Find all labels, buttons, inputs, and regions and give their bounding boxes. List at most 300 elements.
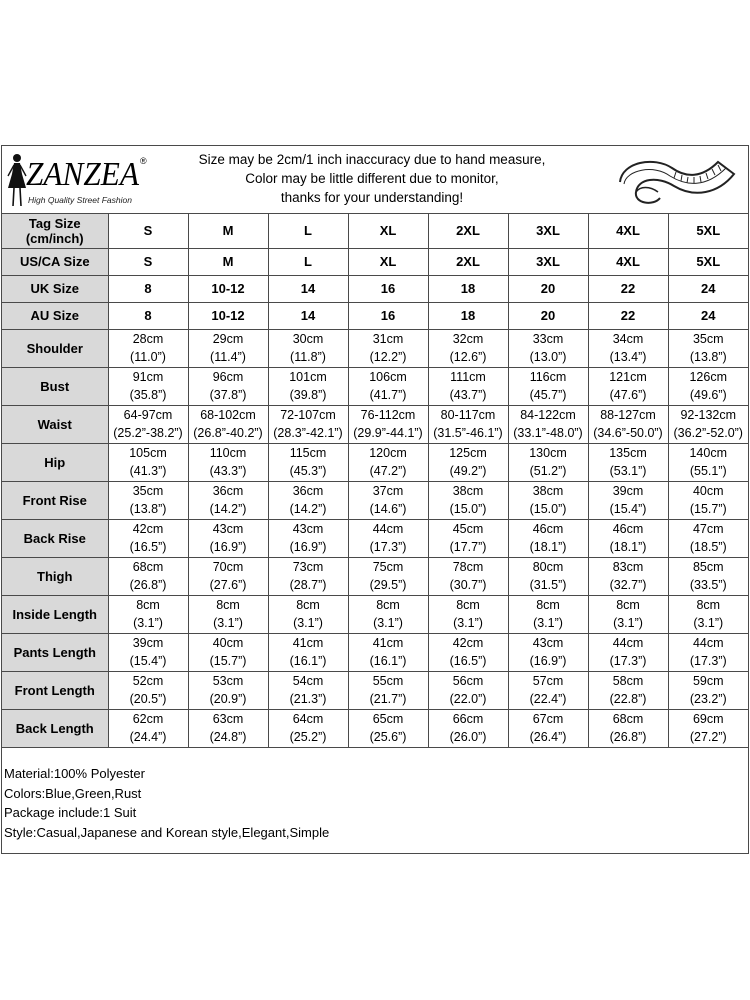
measure-inch: (24.4”) bbox=[129, 730, 167, 744]
size-cell: 4XL bbox=[588, 248, 668, 275]
size-cell: 18 bbox=[428, 275, 508, 302]
measure-cm: 39cm bbox=[132, 636, 164, 650]
measure-cell bbox=[508, 671, 588, 709]
measure-inch: (36.2”-52.0”) bbox=[673, 426, 743, 440]
measure-cm: 37cm bbox=[372, 484, 404, 498]
measure-cell bbox=[588, 671, 668, 709]
measure-inch: (12.6”) bbox=[449, 350, 487, 364]
size-cell: S bbox=[108, 214, 188, 248]
measure-cm: 78cm bbox=[452, 560, 484, 574]
measure-cm: 62cm bbox=[132, 712, 164, 726]
measure-inch: (15.7”) bbox=[689, 502, 727, 516]
measure-cell bbox=[508, 519, 588, 557]
size-cell: 14 bbox=[268, 275, 348, 302]
measure-cell bbox=[108, 481, 188, 519]
measure-inch: (20.9”) bbox=[209, 692, 247, 706]
measure-inch: (30.7”) bbox=[449, 578, 487, 592]
measure-cm: 33cm bbox=[532, 332, 564, 346]
measure-inch: (25.2”) bbox=[289, 730, 327, 744]
row-label: Inside Length bbox=[2, 595, 108, 633]
measure-cm: 115cm bbox=[289, 446, 327, 460]
brand-tagline: High Quality Street Fashion bbox=[28, 195, 132, 205]
measure-cell bbox=[108, 671, 188, 709]
table-row bbox=[2, 557, 748, 595]
row-label: Back Length bbox=[2, 709, 108, 747]
measure-inch: (14.2”) bbox=[209, 502, 247, 516]
measure-cell bbox=[108, 367, 188, 405]
measure-cm: 91cm bbox=[132, 370, 164, 384]
size-cell: 3XL bbox=[508, 248, 588, 275]
measure-cm: 44cm bbox=[692, 636, 724, 650]
size-cell: 16 bbox=[348, 275, 428, 302]
measure-inch: (16.9”) bbox=[209, 540, 247, 554]
measure-inch: (17.3”) bbox=[609, 654, 647, 668]
measuring-tape-icon bbox=[614, 148, 738, 212]
table-row bbox=[2, 367, 748, 405]
measure-cell bbox=[188, 405, 268, 443]
measure-inch: (15.7”) bbox=[209, 654, 247, 668]
measure-inch: (25.2”-38.2”) bbox=[113, 426, 183, 440]
measure-inch: (3.1”) bbox=[533, 616, 563, 630]
measure-cm: 96cm bbox=[212, 370, 244, 384]
table-row bbox=[2, 519, 748, 557]
measure-cm: 88-127cm bbox=[600, 408, 656, 422]
table-row bbox=[2, 443, 748, 481]
measure-cm: 8cm bbox=[296, 598, 320, 612]
measure-cm: 32cm bbox=[452, 332, 484, 346]
measure-cm: 42cm bbox=[132, 522, 164, 536]
brand-logo bbox=[6, 152, 156, 208]
measure-inch: (33.1”-48.0”) bbox=[513, 426, 583, 440]
table-row bbox=[2, 275, 748, 302]
measure-cell bbox=[108, 633, 188, 671]
size-cell: L bbox=[268, 214, 348, 248]
measure-cell bbox=[668, 519, 748, 557]
measure-cm: 44cm bbox=[612, 636, 644, 650]
measure-cm: 39cm bbox=[612, 484, 644, 498]
measure-cm: 8cm bbox=[216, 598, 240, 612]
measure-inch: (13.4”) bbox=[609, 350, 647, 364]
measure-cell bbox=[428, 405, 508, 443]
measure-cm: 53cm bbox=[212, 674, 244, 688]
measure-cm: 63cm bbox=[212, 712, 244, 726]
size-cell: 22 bbox=[588, 275, 668, 302]
measure-cm: 41cm bbox=[292, 636, 324, 650]
measure-cm: 105cm bbox=[129, 446, 167, 460]
measure-inch: (17.7”) bbox=[449, 540, 487, 554]
size-cell: XL bbox=[348, 248, 428, 275]
size-cell: 20 bbox=[508, 302, 588, 329]
measure-cell bbox=[588, 633, 668, 671]
measure-cell bbox=[108, 709, 188, 747]
size-cell: 14 bbox=[268, 302, 348, 329]
measure-cell bbox=[508, 557, 588, 595]
measure-cell bbox=[348, 709, 428, 747]
measure-cell bbox=[588, 595, 668, 633]
row-label: Front Rise bbox=[2, 481, 108, 519]
measure-cell bbox=[588, 557, 668, 595]
measure-cm: 125cm bbox=[449, 446, 487, 460]
measure-cm: 111cm bbox=[450, 370, 486, 384]
measure-cell bbox=[188, 557, 268, 595]
measure-inch: (35.8”) bbox=[129, 388, 167, 402]
measure-cm: 28cm bbox=[132, 332, 164, 346]
measure-cm: 68cm bbox=[612, 712, 644, 726]
measure-inch: (14.6”) bbox=[369, 502, 407, 516]
measure-cell bbox=[108, 329, 188, 367]
product-details bbox=[4, 764, 329, 842]
measure-cm: 8cm bbox=[696, 598, 721, 612]
measure-inch: (23.2”) bbox=[689, 692, 727, 706]
measure-cell bbox=[508, 595, 588, 633]
measure-cm: 38cm bbox=[532, 484, 564, 498]
measure-cell bbox=[188, 519, 268, 557]
measure-cm: 66cm bbox=[452, 712, 484, 726]
row-label: Front Length bbox=[2, 671, 108, 709]
measure-cm: 43cm bbox=[292, 522, 324, 536]
measure-inch: (18.1”) bbox=[529, 540, 567, 554]
row-label: Shoulder bbox=[2, 329, 108, 367]
table-row bbox=[2, 709, 748, 747]
measure-cell bbox=[508, 405, 588, 443]
measure-inch: (15.4”) bbox=[129, 654, 167, 668]
measure-cell bbox=[668, 709, 748, 747]
row-label: AU Size bbox=[2, 302, 108, 329]
table-row bbox=[2, 405, 748, 443]
measure-inch: (24.8”) bbox=[209, 730, 247, 744]
measure-cell bbox=[348, 671, 428, 709]
measure-cell bbox=[188, 709, 268, 747]
measure-cm: 80-117cm bbox=[440, 408, 496, 422]
measure-cell bbox=[428, 671, 508, 709]
measure-cm: 130cm bbox=[529, 446, 567, 460]
notice-line: thanks for your understanding! bbox=[280, 190, 464, 205]
row-label: Back Rise bbox=[2, 519, 108, 557]
measure-cm: 83cm bbox=[612, 560, 644, 574]
measure-inch: (11.8”) bbox=[290, 350, 326, 364]
measure-cell bbox=[508, 481, 588, 519]
measure-inch: (3.1”) bbox=[373, 616, 403, 630]
row-label: Pants Length bbox=[2, 633, 108, 671]
measure-cm: 106cm bbox=[369, 370, 407, 384]
measure-inch: (39.8”) bbox=[289, 388, 327, 402]
size-chart bbox=[1, 145, 749, 854]
measure-cell bbox=[588, 405, 668, 443]
measure-cell bbox=[348, 443, 428, 481]
measure-inch: (3.1”) bbox=[213, 616, 243, 630]
measure-cell bbox=[428, 595, 508, 633]
colors-text: Colors:Blue,Green,Rust bbox=[4, 785, 142, 801]
measure-cell bbox=[508, 633, 588, 671]
measure-cell bbox=[428, 557, 508, 595]
measure-cell bbox=[108, 557, 188, 595]
table-row bbox=[2, 214, 748, 248]
row-label: Thigh bbox=[2, 557, 108, 595]
measure-inch: (43.3”) bbox=[209, 464, 247, 478]
size-cell: M bbox=[188, 248, 268, 275]
size-cell: 4XL bbox=[588, 214, 668, 248]
measure-inch: (16.9”) bbox=[529, 654, 567, 668]
measure-cell bbox=[108, 405, 188, 443]
measure-cell bbox=[268, 519, 348, 557]
measure-cell bbox=[588, 443, 668, 481]
measure-inch: (18.1”) bbox=[609, 540, 647, 554]
size-cell: 16 bbox=[348, 302, 428, 329]
measure-cm: 55cm bbox=[372, 674, 404, 688]
measure-inch: (27.2”) bbox=[689, 730, 727, 744]
size-cell: 22 bbox=[588, 302, 668, 329]
measure-cell bbox=[428, 443, 508, 481]
size-cell: 2XL bbox=[428, 248, 508, 275]
size-cell: 8 bbox=[108, 302, 188, 329]
measure-cm: 76-112cm bbox=[360, 408, 416, 422]
measure-cell bbox=[108, 519, 188, 557]
measure-inch: (3.1”) bbox=[693, 616, 724, 630]
measure-cm: 64cm bbox=[292, 712, 324, 726]
measure-cm: 52cm bbox=[132, 674, 164, 688]
measure-cm: 42cm bbox=[452, 636, 484, 650]
measure-inch: (16.1”) bbox=[369, 654, 407, 668]
measure-cm: 101cm bbox=[289, 370, 327, 384]
measure-cell bbox=[268, 405, 348, 443]
measure-inch: (31.5”-46.1”) bbox=[433, 426, 503, 440]
measure-cm: 110cm bbox=[209, 446, 247, 460]
measure-inch: (26.8”-40.2”) bbox=[193, 426, 263, 440]
measure-cell bbox=[668, 443, 748, 481]
measure-cell bbox=[108, 595, 188, 633]
row-label: UK Size bbox=[2, 275, 108, 302]
measure-cell bbox=[428, 633, 508, 671]
measure-cm: 75cm bbox=[372, 560, 404, 574]
size-cell: S bbox=[108, 248, 188, 275]
measure-cm: 116cm bbox=[529, 370, 567, 384]
measure-cell bbox=[668, 329, 748, 367]
measure-cell bbox=[268, 671, 348, 709]
measure-cm: 65cm bbox=[372, 712, 404, 726]
measure-cm: 69cm bbox=[692, 712, 724, 726]
measure-cm: 46cm bbox=[532, 522, 564, 536]
measure-inch: (20.5”) bbox=[129, 692, 167, 706]
measure-cm: 72-107cm bbox=[280, 408, 336, 422]
measure-inch: (45.3”) bbox=[289, 464, 327, 478]
row-label: Bust bbox=[2, 367, 108, 405]
measure-inch: (16.1”) bbox=[289, 654, 327, 668]
measure-cell bbox=[268, 367, 348, 405]
measure-cell bbox=[348, 329, 428, 367]
measure-inch: (37.8”) bbox=[209, 388, 247, 402]
measure-cm: 8cm bbox=[376, 598, 400, 612]
measure-cell bbox=[268, 595, 348, 633]
size-cell: M bbox=[188, 214, 268, 248]
size-cell: 18 bbox=[428, 302, 508, 329]
measure-inch: (41.7”) bbox=[369, 388, 407, 402]
table-row bbox=[2, 329, 748, 367]
measure-cell bbox=[188, 633, 268, 671]
measure-inch: (3.1”) bbox=[613, 616, 643, 630]
measure-cm: 43cm bbox=[212, 522, 244, 536]
measure-cm: 57cm bbox=[532, 674, 564, 688]
measure-cell bbox=[268, 329, 348, 367]
notice-line: Color may be little different due to monitor, bbox=[245, 171, 499, 186]
measure-cell bbox=[268, 557, 348, 595]
measure-cell bbox=[508, 443, 588, 481]
measure-cm: 80cm bbox=[532, 560, 564, 574]
size-table bbox=[2, 214, 748, 748]
measure-cell bbox=[428, 481, 508, 519]
measure-cell bbox=[348, 557, 428, 595]
measure-inch: (33.5”) bbox=[689, 578, 727, 592]
measure-cell bbox=[348, 633, 428, 671]
measure-cm: 84-122cm bbox=[520, 408, 576, 422]
measure-cell bbox=[108, 443, 188, 481]
measure-inch: (18.5”) bbox=[689, 540, 727, 554]
measure-inch: (47.6”) bbox=[609, 388, 647, 402]
measure-inch: (27.6”) bbox=[209, 578, 247, 592]
measure-inch: (17.3”) bbox=[369, 540, 407, 554]
measure-cell bbox=[428, 519, 508, 557]
measure-inch: (12.2”) bbox=[369, 350, 407, 364]
table-row bbox=[2, 671, 748, 709]
measure-cm: 41cm bbox=[372, 636, 404, 650]
measure-cm: 85cm bbox=[692, 560, 724, 574]
measure-cell bbox=[588, 519, 668, 557]
measure-cm: 35cm bbox=[132, 484, 164, 498]
measure-cell bbox=[268, 709, 348, 747]
measure-inch: (13.8”) bbox=[129, 502, 167, 516]
measure-cell bbox=[508, 367, 588, 405]
measure-cm: 8cm bbox=[456, 598, 480, 612]
measure-cell bbox=[428, 329, 508, 367]
measure-inch: (32.7”) bbox=[609, 578, 647, 592]
measure-inch: (28.7”) bbox=[289, 578, 327, 592]
measure-inch: (15.0”) bbox=[529, 502, 567, 516]
measure-cell bbox=[188, 481, 268, 519]
measure-cell bbox=[668, 595, 748, 633]
measure-inch: (13.8”) bbox=[689, 350, 727, 364]
measure-inch: (47.2”) bbox=[369, 464, 407, 478]
measure-cm: 40cm bbox=[692, 484, 724, 498]
measure-cell bbox=[348, 595, 428, 633]
measure-cell bbox=[588, 709, 668, 747]
measure-cm: 30cm bbox=[292, 332, 324, 346]
measure-cm: 67cm bbox=[532, 712, 564, 726]
measure-cm: 36cm bbox=[292, 484, 324, 498]
measure-cm: 35cm bbox=[692, 332, 724, 346]
measure-cm: 73cm bbox=[292, 560, 324, 574]
measure-inch: (22.4”) bbox=[529, 692, 567, 706]
measure-inch: (51.2”) bbox=[529, 464, 567, 478]
measure-inch: (53.1”) bbox=[609, 464, 647, 478]
measure-inch: (45.7”) bbox=[529, 388, 567, 402]
measure-cm: 46cm bbox=[612, 522, 644, 536]
measure-cell bbox=[588, 329, 668, 367]
measure-cell bbox=[188, 671, 268, 709]
measure-inch: (55.1”) bbox=[689, 464, 727, 478]
table-row bbox=[2, 633, 748, 671]
measure-cell bbox=[268, 481, 348, 519]
measure-inch: (22.8”) bbox=[609, 692, 647, 706]
measure-cell bbox=[668, 633, 748, 671]
measure-cm: 43cm bbox=[532, 636, 564, 650]
measure-inch: (22.0”) bbox=[449, 692, 487, 706]
measure-cell bbox=[668, 671, 748, 709]
measure-inch: (16.9”) bbox=[289, 540, 327, 554]
size-cell: 5XL bbox=[668, 248, 748, 275]
measure-inch: (15.0”) bbox=[449, 502, 487, 516]
registered-mark: ® bbox=[140, 156, 147, 166]
size-cell: L bbox=[268, 248, 348, 275]
measure-cm: 40cm bbox=[212, 636, 244, 650]
measure-cm: 31cm bbox=[372, 332, 404, 346]
measure-inch: (3.1”) bbox=[293, 616, 323, 630]
size-cell: 3XL bbox=[508, 214, 588, 248]
measure-cell bbox=[668, 405, 748, 443]
measure-cell bbox=[668, 367, 748, 405]
measure-cell bbox=[348, 405, 428, 443]
measure-inch: (17.3”) bbox=[689, 654, 727, 668]
measure-cm: 92-132cm bbox=[680, 408, 737, 422]
measure-inch: (14.2”) bbox=[289, 502, 327, 516]
size-cell: XL bbox=[348, 214, 428, 248]
measure-cell bbox=[348, 519, 428, 557]
measure-cell bbox=[668, 557, 748, 595]
measure-cell bbox=[188, 329, 268, 367]
measure-cm: 68-102cm bbox=[200, 408, 256, 422]
notice-text bbox=[162, 150, 582, 207]
measure-inch: (29.5”) bbox=[369, 578, 407, 592]
measure-cm: 34cm bbox=[612, 332, 644, 346]
measure-cell bbox=[668, 481, 748, 519]
measure-inch: (15.4”) bbox=[609, 502, 647, 516]
measure-inch: (11.4”) bbox=[210, 350, 246, 364]
measure-cm: 8cm bbox=[536, 598, 560, 612]
table-row bbox=[2, 481, 748, 519]
measure-cell bbox=[188, 595, 268, 633]
measure-cell bbox=[188, 443, 268, 481]
package-text: Package include:1 Suit bbox=[4, 805, 137, 820]
measure-cm: 64-97cm bbox=[123, 408, 173, 422]
measure-cm: 8cm bbox=[616, 598, 640, 612]
measure-cm: 140cm bbox=[689, 446, 728, 460]
measure-cell bbox=[268, 443, 348, 481]
measure-inch: (21.7”) bbox=[369, 692, 407, 706]
measure-inch: (26.0”) bbox=[449, 730, 487, 744]
measure-cell bbox=[268, 633, 348, 671]
measure-cell bbox=[428, 367, 508, 405]
material-text: Material:100% Polyester bbox=[4, 766, 145, 781]
measure-cm: 38cm bbox=[452, 484, 484, 498]
measure-cm: 135cm bbox=[609, 446, 647, 460]
measure-inch: (49.6”) bbox=[689, 388, 727, 402]
measure-inch: (21.3”) bbox=[289, 692, 327, 706]
measure-cell bbox=[348, 481, 428, 519]
measure-cm: 58cm bbox=[612, 674, 644, 688]
measure-cm: 36cm bbox=[212, 484, 244, 498]
measure-inch: (3.1”) bbox=[133, 616, 163, 630]
measure-inch: (34.6”-50.0”) bbox=[593, 426, 663, 440]
measure-cell bbox=[508, 329, 588, 367]
measure-cm: 44cm bbox=[372, 522, 404, 536]
measure-cell bbox=[348, 367, 428, 405]
style-text: Style:Casual,Japanese and Korean style,Elegant,Simple bbox=[4, 824, 330, 840]
measure-cm: 121cm bbox=[609, 370, 647, 384]
measure-cm: 56cm bbox=[452, 674, 484, 688]
measure-cm: 54cm bbox=[292, 674, 324, 688]
measure-cm: 68cm bbox=[132, 560, 164, 574]
measure-inch: (41.3”) bbox=[129, 464, 167, 478]
measure-cm: 59cm bbox=[692, 674, 724, 688]
row-label: Hip bbox=[2, 443, 108, 481]
